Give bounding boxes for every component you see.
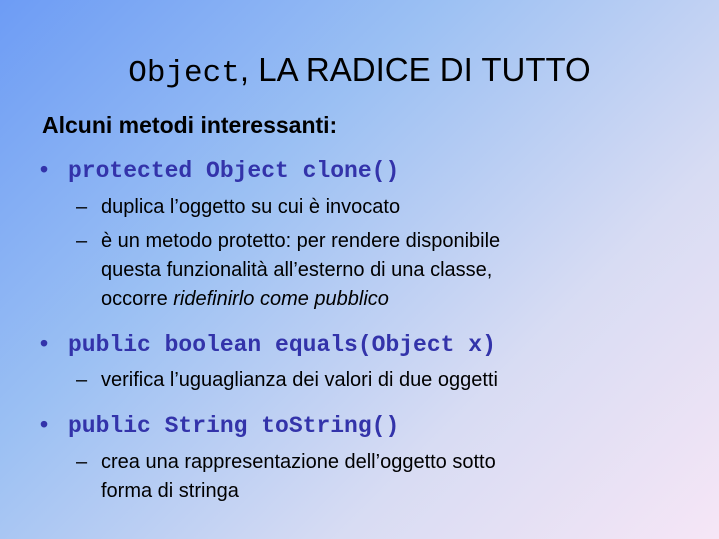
method-tostring — [40, 409, 399, 441]
bullet-icon: • — [40, 411, 49, 437]
note-line: verifica l’uguaglianza dei valori di due oggetti — [101, 369, 498, 391]
title-code: Object — [128, 56, 240, 91]
title-text: , LA RADICE DI TUTTO — [239, 51, 591, 88]
note-line — [101, 285, 676, 314]
dash-icon: – — [76, 196, 88, 218]
dash-icon: – — [76, 451, 88, 473]
method-signature: public boolean equals(Object x) — [68, 332, 496, 358]
dash-icon: – — [76, 230, 88, 252]
slide-title — [0, 48, 719, 96]
method-signature: protected Object clone() — [68, 158, 400, 184]
note-item — [76, 366, 676, 395]
dash-icon: – — [76, 369, 88, 391]
note-line: crea una rappresentazione dell’oggetto sotto — [101, 451, 496, 473]
note-emphasis: ridefinirlo come pubblico — [173, 288, 389, 310]
note-line: duplica l’oggetto su cui è invocato — [101, 196, 401, 218]
method-clone — [40, 154, 399, 186]
bullet-icon: • — [40, 330, 49, 356]
note-item — [76, 227, 676, 314]
note-item — [76, 193, 676, 222]
note-line: è un metodo protetto: per rendere disponibile — [101, 230, 501, 252]
note-text: occorre — [101, 288, 174, 310]
note-item — [76, 448, 676, 506]
method-signature: public String toString() — [68, 413, 400, 439]
bullet-icon: • — [40, 156, 49, 182]
intro-heading: Alcuni metodi interessanti: — [42, 112, 338, 138]
note-line: questa funzionalità all’esterno di una classe, — [101, 259, 493, 281]
method-equals — [40, 328, 496, 360]
note-line: forma di stringa — [101, 480, 239, 502]
